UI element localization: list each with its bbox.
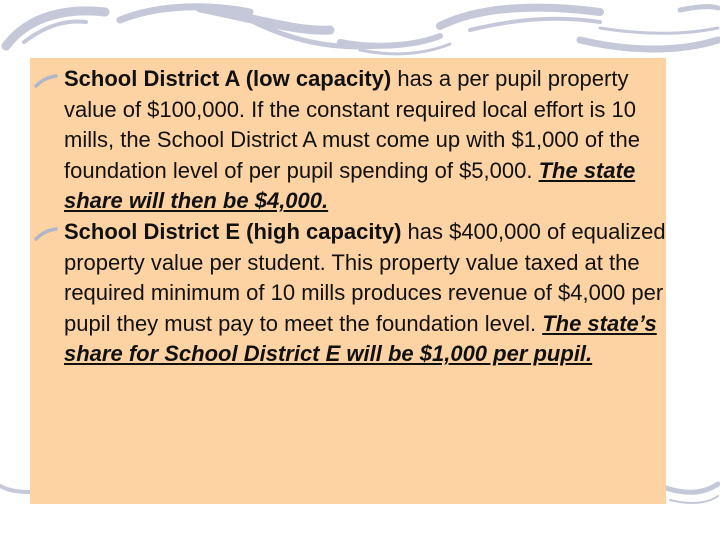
bullet-lead: School District A (low capacity)	[64, 66, 392, 91]
bullet-item	[30, 217, 670, 370]
bullet-list	[30, 64, 670, 370]
bullet-item	[30, 64, 670, 217]
bullet-swoosh-icon	[34, 227, 58, 241]
bullet-body: has a per pupil property value of $100,000. If the constant required local effort is 10 mills, the School District A must come up with $1,000 of the foundation level of per pupil spending of $5,000.	[64, 66, 640, 183]
bullet-body: has $400,000 of equalized property value per student. This property value taxed at the required minimum of 10 mills produces revenue of $4,000 per pupil they must pay to meet the foundation level.	[64, 218, 666, 336]
bullet-emphasis: The state’s share for School District E will be $1,000 per pupil.	[64, 310, 657, 367]
bullet-emphasis: The state share will then be $4,000.	[64, 157, 636, 214]
bullet-lead: School District E (high capacity)	[64, 218, 402, 244]
bullet-swoosh-icon	[34, 74, 58, 88]
